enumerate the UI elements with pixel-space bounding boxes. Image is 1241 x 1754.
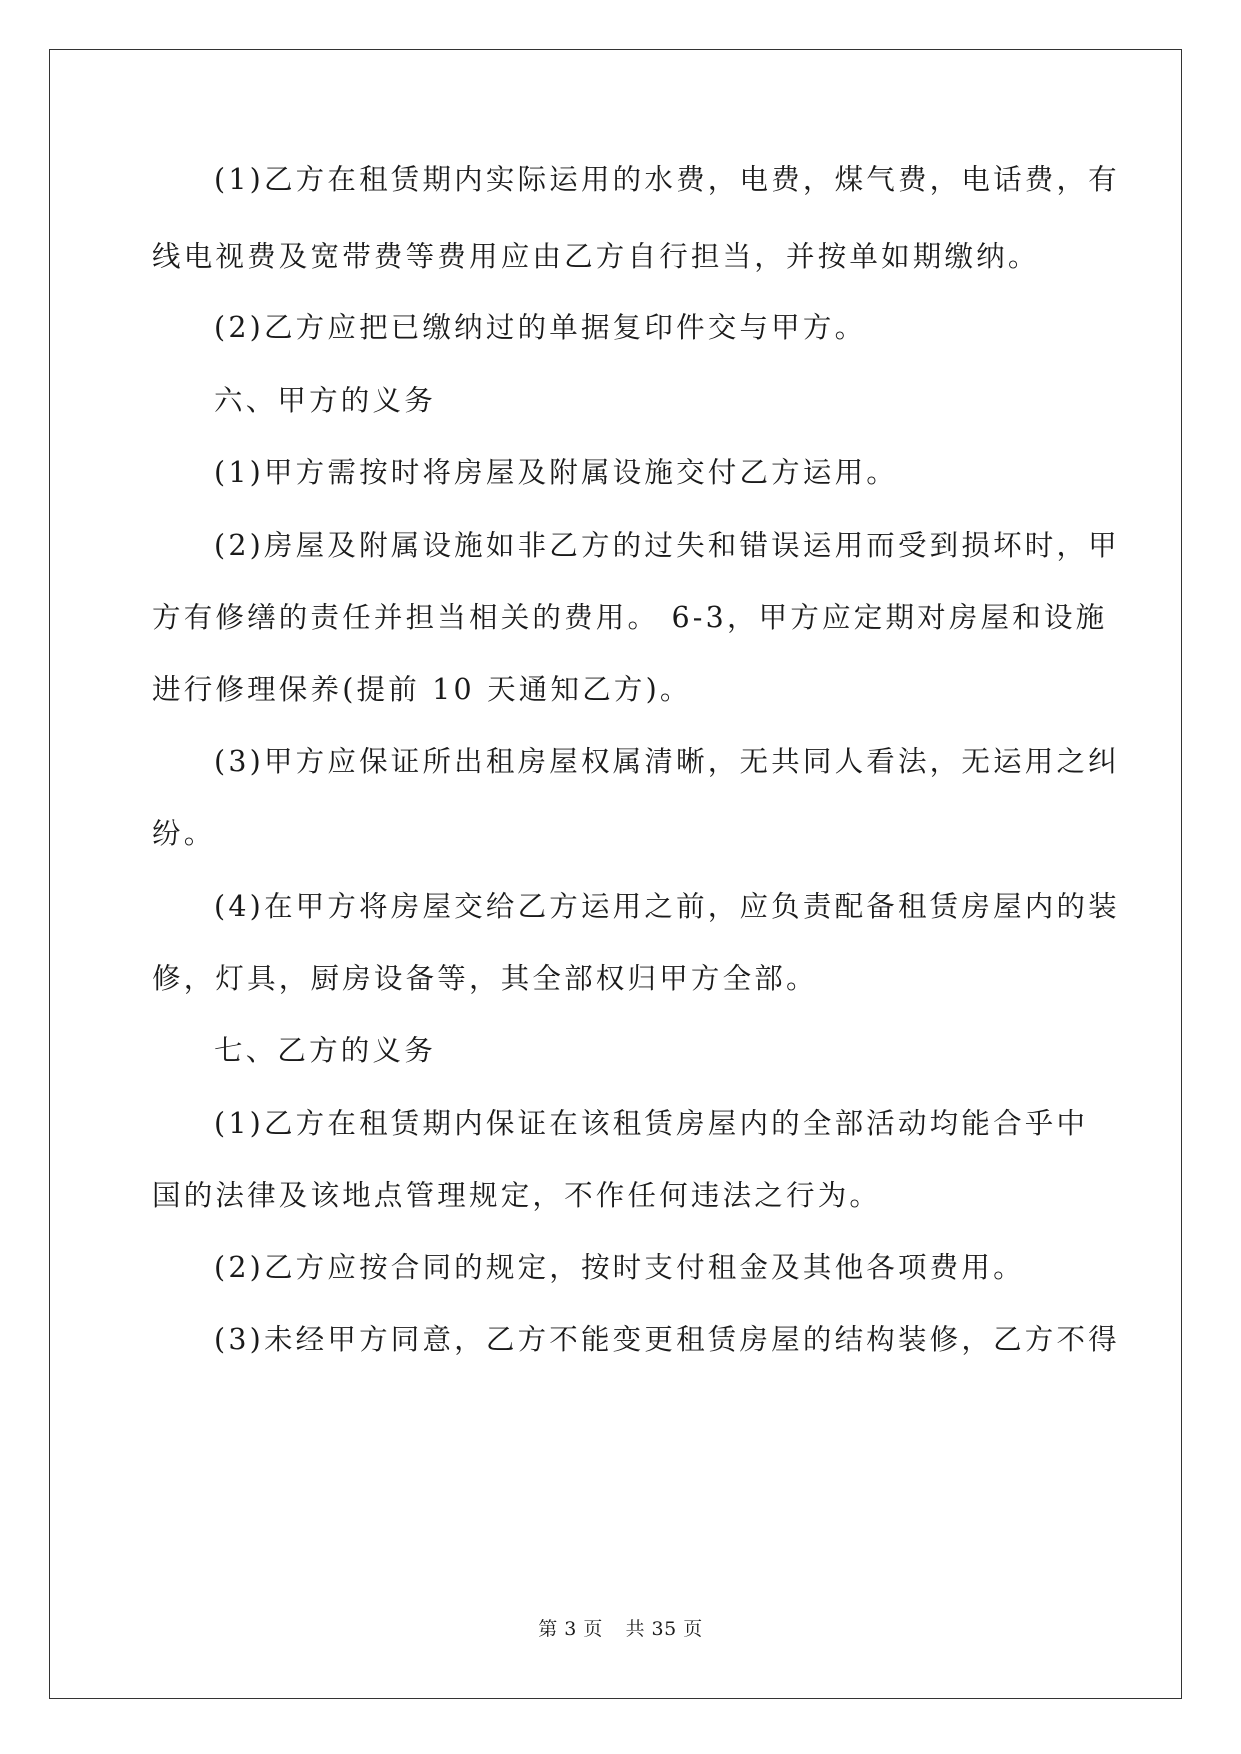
section-heading: 七、乙方的义务 — [214, 1034, 436, 1067]
page-number: 第 3 页 — [538, 1618, 603, 1640]
text-line: (4)在甲方将房屋交给乙方运用之前，应负责配备租赁房屋内的装 — [214, 890, 1120, 923]
text-line: 线电视费及宽带费等费用应由乙方自行担当，并按单如期缴纳。 — [152, 240, 1040, 273]
text-line: 纷。 — [152, 817, 216, 850]
text-line: (2)房屋及附属设施如非乙方的过失和错误运用而受到损坏时，甲 — [214, 529, 1120, 562]
text-line: 国的法律及该地点管理规定，不作任何违法之行为。 — [152, 1179, 882, 1212]
page-total: 共 35 页 — [625, 1618, 703, 1640]
text-line: (2)乙方应把已缴纳过的单据复印件交与甲方。 — [214, 311, 867, 344]
text-line: 方有修缮的责任并担当相关的费用。 6-3，甲方应定期对房屋和设施 — [152, 601, 1108, 634]
text-line: (1)甲方需按时将房屋及附属设施交付乙方运用。 — [214, 456, 898, 489]
page-border — [49, 49, 1182, 1699]
text-line: (3)未经甲方同意，乙方不能变更租赁房屋的结构装修，乙方不得 — [214, 1323, 1120, 1356]
text-line: (2)乙方应按合同的规定，按时支付租金及其他各项费用。 — [214, 1251, 1025, 1284]
text-line: 进行修理保养(提前 10 天通知乙方)。 — [152, 673, 692, 706]
section-heading: 六、甲方的义务 — [214, 384, 436, 417]
text-line: 修，灯具，厨房设备等，其全部权归甲方全部。 — [152, 962, 818, 995]
text-line: (1)乙方在租赁期内保证在该租赁房屋内的全部活动均能合乎中 — [214, 1107, 1089, 1140]
text-line: (1)乙方在租赁期内实际运用的水费，电费，煤气费，电话费，有 — [214, 163, 1120, 196]
page-footer — [0, 1618, 1241, 1640]
text-line: (3)甲方应保证所出租房屋权属清晰，无共同人看法，无运用之纠 — [214, 745, 1120, 778]
